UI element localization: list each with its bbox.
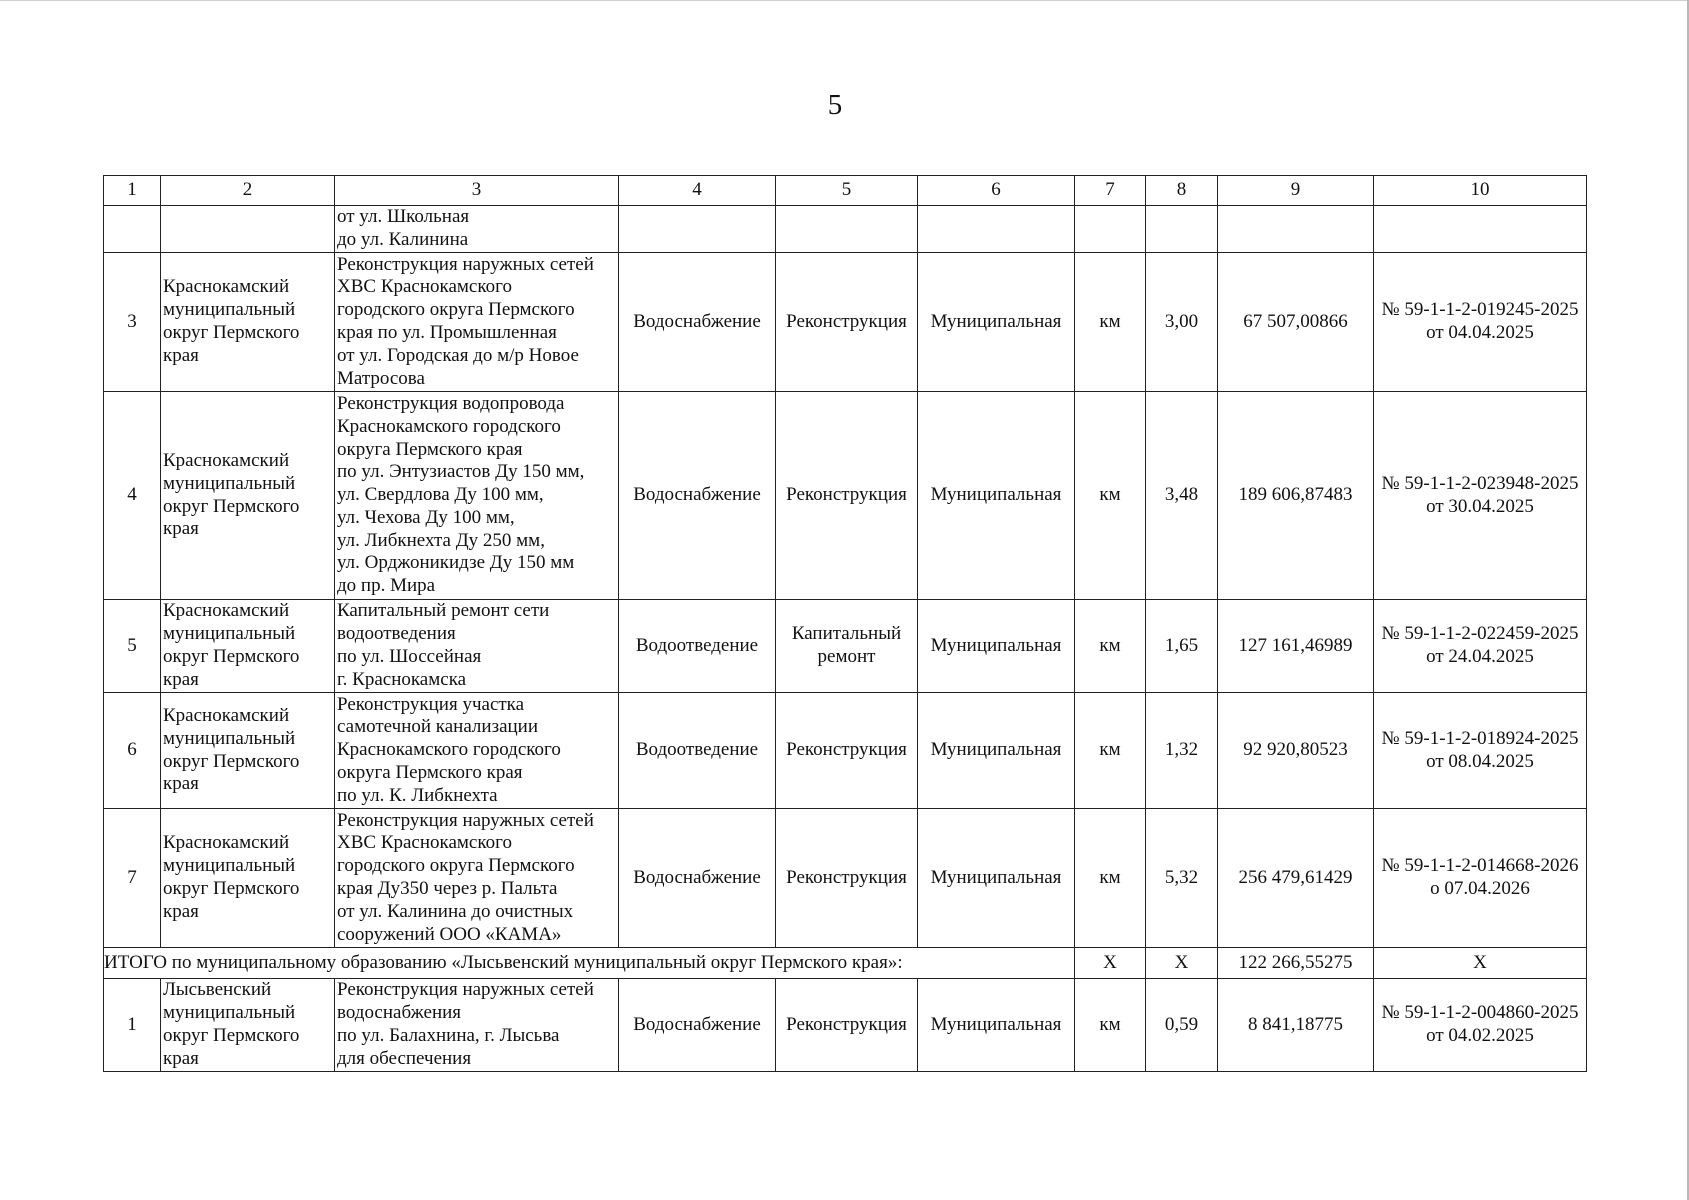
cost: 256 479,61429 bbox=[1218, 809, 1374, 948]
sphere: Водоснабжение bbox=[619, 809, 776, 948]
length: 1,65 bbox=[1146, 600, 1218, 693]
ownership: Муниципальная bbox=[918, 600, 1075, 693]
length: 3,00 bbox=[1146, 253, 1218, 392]
table-row bbox=[104, 600, 1587, 693]
row-number: 4 bbox=[104, 392, 161, 600]
table-row bbox=[104, 809, 1587, 948]
expert-conclusion: № 59-1-1-2-018924-2025 от 08.04.2025 bbox=[1374, 693, 1587, 809]
expert-conclusion: № 59-1-1-2-014668-2026 о 07.04.2026 bbox=[1374, 809, 1587, 948]
column-header: 5 bbox=[776, 176, 918, 206]
column-header: 7 bbox=[1075, 176, 1146, 206]
object-name: Капитальный ремонт сети водоотведения по ул. Шоссейная г. Краснокамска bbox=[335, 600, 619, 693]
empty-cell bbox=[104, 206, 161, 253]
sphere: Водоснабжение bbox=[619, 253, 776, 392]
total-col8: X bbox=[1146, 948, 1218, 979]
municipality: Краснокамский муниципальный округ Пермского края bbox=[161, 392, 335, 600]
table-row bbox=[104, 253, 1587, 392]
empty-cell bbox=[619, 206, 776, 253]
column-header: 8 bbox=[1146, 176, 1218, 206]
unit: км bbox=[1075, 253, 1146, 392]
table-row bbox=[104, 693, 1587, 809]
cost: 8 841,18775 bbox=[1218, 979, 1374, 1072]
column-header: 9 bbox=[1218, 176, 1374, 206]
municipality: Краснокамский муниципальный округ Пермского края bbox=[161, 693, 335, 809]
cost: 189 606,87483 bbox=[1218, 392, 1374, 600]
expert-conclusion: № 59-1-1-2-022459-2025 от 24.04.2025 bbox=[1374, 600, 1587, 693]
cost: 127 161,46989 bbox=[1218, 600, 1374, 693]
page-number: 5 bbox=[827, 89, 843, 121]
object-name: Реконструкция водопровода Краснокамского городского округа Пермского края по ул. Энтузиастов Ду 150 мм, ул. Свердлова Ду 100 мм, ул. Чехова Ду 100 мм, ул. Либкнехта Ду 250 мм, ул. Орджоникидзе Ду 150 мм до пр. Мира bbox=[335, 392, 619, 600]
work-type: Реконструкция bbox=[776, 693, 918, 809]
row-number: 7 bbox=[104, 809, 161, 948]
continuation-row bbox=[104, 206, 1587, 253]
object-name: Реконструкция наружных сетей водоснабжения по ул. Балахнина, г. Лысьва для обеспечения bbox=[335, 979, 619, 1072]
ownership: Муниципальная bbox=[918, 693, 1075, 809]
cost: 92 920,80523 bbox=[1218, 693, 1374, 809]
column-header: 3 bbox=[335, 176, 619, 206]
ownership: Муниципальная bbox=[918, 809, 1075, 948]
municipality: Краснокамский муниципальный округ Пермского края bbox=[161, 600, 335, 693]
work-type: Капитальный ремонт bbox=[776, 600, 918, 693]
object-name: от ул. Школьная до ул. Калинина bbox=[335, 206, 619, 253]
unit: км bbox=[1075, 979, 1146, 1072]
total-col10: X bbox=[1374, 948, 1587, 979]
scan-top-edge bbox=[0, 0, 1689, 1]
length: 5,32 bbox=[1146, 809, 1218, 948]
column-number-row bbox=[104, 176, 1587, 206]
expert-conclusion: № 59-1-1-2-004860-2025 от 04.02.2025 bbox=[1374, 979, 1587, 1072]
work-type: Реконструкция bbox=[776, 809, 918, 948]
object-name: Реконструкция участка самотечной канализации Краснокамского городского округа Пермского края по ул. К. Либкнехта bbox=[335, 693, 619, 809]
objects-table bbox=[103, 175, 1587, 1072]
ownership: Муниципальная bbox=[918, 253, 1075, 392]
total-row bbox=[104, 948, 1587, 979]
column-header: 10 bbox=[1374, 176, 1587, 206]
expert-conclusion: № 59-1-1-2-019245-2025 от 04.04.2025 bbox=[1374, 253, 1587, 392]
row-number: 5 bbox=[104, 600, 161, 693]
empty-cell bbox=[1218, 206, 1374, 253]
sphere: Водоотведение bbox=[619, 693, 776, 809]
column-header: 2 bbox=[161, 176, 335, 206]
object-name: Реконструкция наружных сетей ХВС Краснокамского городского округа Пермского края Ду350 через р. Пальта от ул. Калинина до очистных сооружений ООО «КАМА» bbox=[335, 809, 619, 948]
work-type: Реконструкция bbox=[776, 392, 918, 600]
municipality: Краснокамский муниципальный округ Пермского края bbox=[161, 253, 335, 392]
sphere: Водоснабжение bbox=[619, 979, 776, 1072]
unit: км bbox=[1075, 809, 1146, 948]
object-name: Реконструкция наружных сетей ХВС Краснокамского городского округа Пермского края по ул. Промышленная от ул. Городская до м/р Новое Матросова bbox=[335, 253, 619, 392]
total-col7: X bbox=[1075, 948, 1146, 979]
table-row bbox=[104, 979, 1587, 1072]
empty-cell bbox=[1075, 206, 1146, 253]
total-label: ИТОГО по муниципальному образованию «Лысьвенский муниципальный округ Пермского края»: bbox=[104, 948, 1075, 979]
empty-cell bbox=[1146, 206, 1218, 253]
column-header: 4 bbox=[619, 176, 776, 206]
ownership: Муниципальная bbox=[918, 392, 1075, 600]
work-type: Реконструкция bbox=[776, 253, 918, 392]
column-header: 1 bbox=[104, 176, 161, 206]
work-type: Реконструкция bbox=[776, 979, 918, 1072]
sphere: Водоотведение bbox=[619, 600, 776, 693]
ownership: Муниципальная bbox=[918, 979, 1075, 1072]
total-cost: 122 266,55275 bbox=[1218, 948, 1374, 979]
row-number: 1 bbox=[104, 979, 161, 1072]
length: 1,32 bbox=[1146, 693, 1218, 809]
unit: км bbox=[1075, 693, 1146, 809]
length: 0,59 bbox=[1146, 979, 1218, 1072]
empty-cell bbox=[918, 206, 1075, 253]
unit: км bbox=[1075, 392, 1146, 600]
row-number: 3 bbox=[104, 253, 161, 392]
unit: км bbox=[1075, 600, 1146, 693]
row-number: 6 bbox=[104, 693, 161, 809]
empty-cell bbox=[1374, 206, 1587, 253]
sphere: Водоснабжение bbox=[619, 392, 776, 600]
empty-cell bbox=[776, 206, 918, 253]
cost: 67 507,00866 bbox=[1218, 253, 1374, 392]
expert-conclusion: № 59-1-1-2-023948-2025 от 30.04.2025 bbox=[1374, 392, 1587, 600]
table-row bbox=[104, 392, 1587, 600]
column-header: 6 bbox=[918, 176, 1075, 206]
municipality: Лысьвенский муниципальный округ Пермского края bbox=[161, 979, 335, 1072]
empty-cell bbox=[161, 206, 335, 253]
length: 3,48 bbox=[1146, 392, 1218, 600]
municipality: Краснокамский муниципальный округ Пермского края bbox=[161, 809, 335, 948]
